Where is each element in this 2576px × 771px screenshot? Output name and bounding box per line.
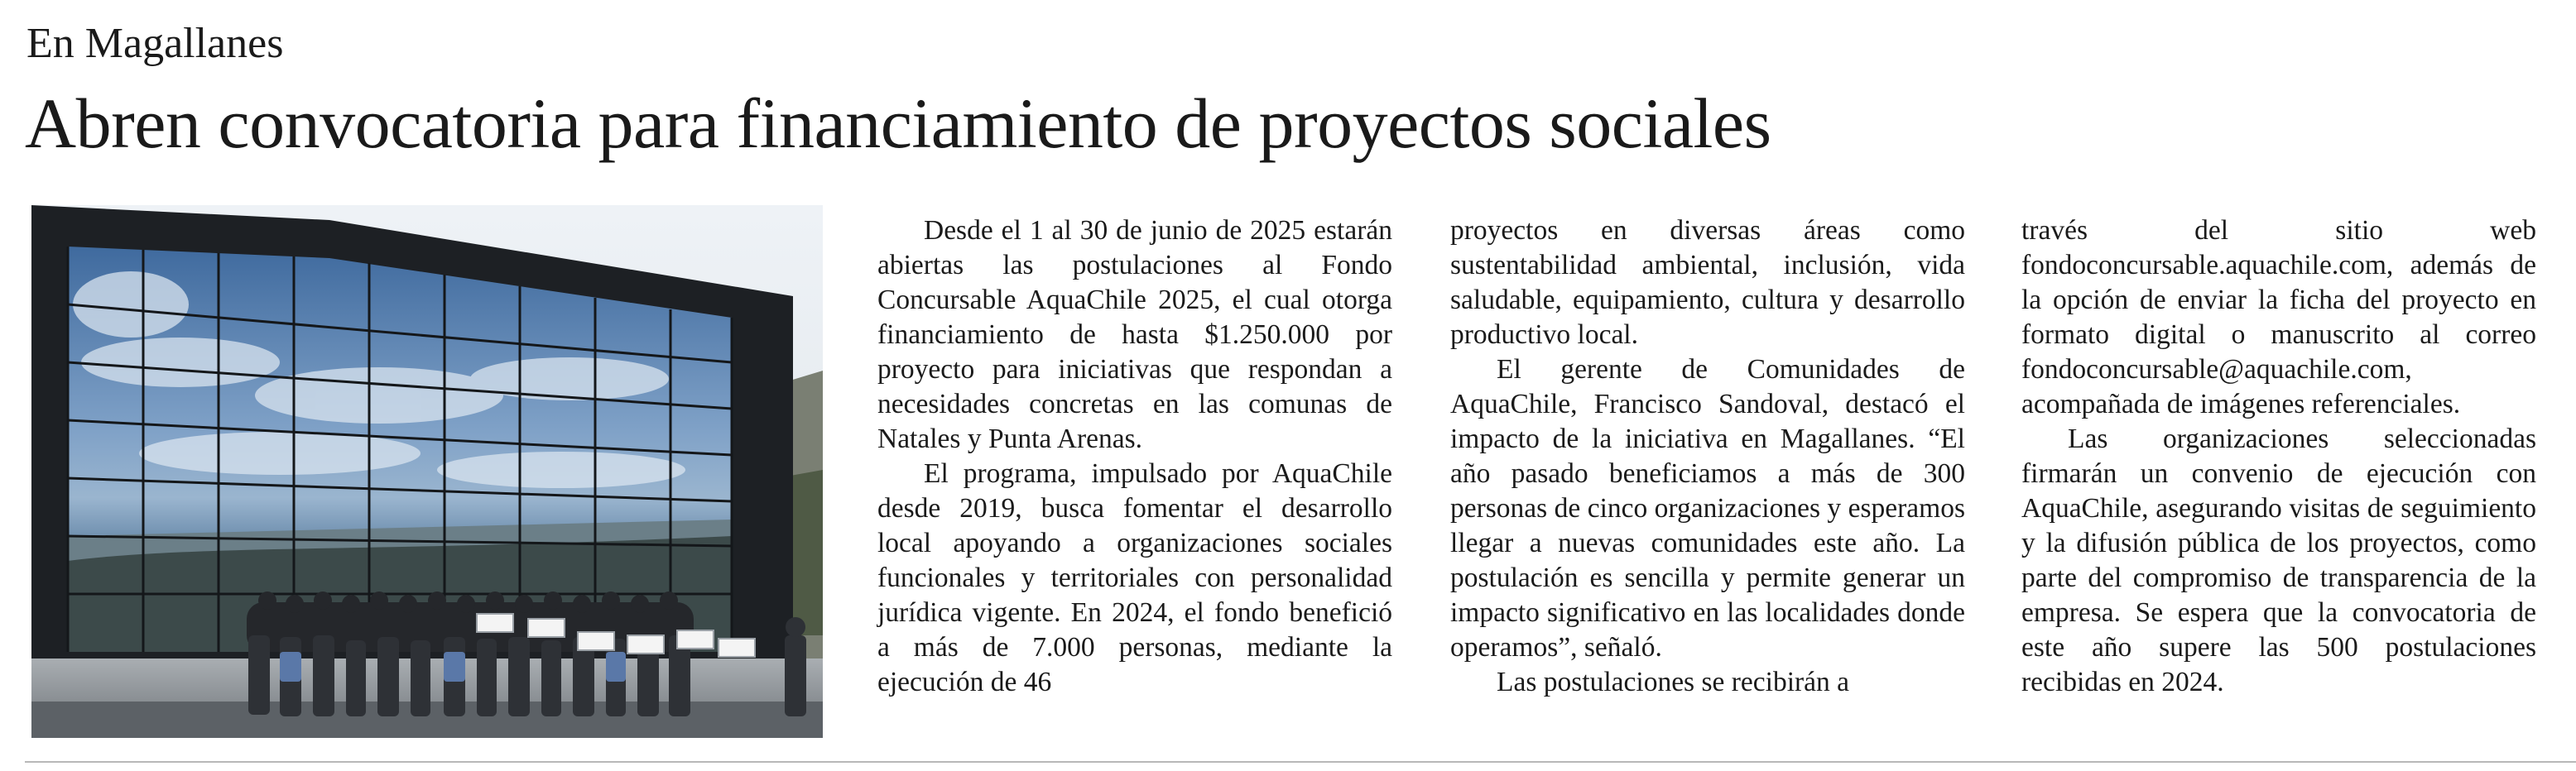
bottom-divider [25, 761, 2576, 763]
body-column-1 [877, 213, 1392, 700]
paragraph: Las organizaciones seleccionadas firmarán un convenio de ejecución con AquaChile, asegurando visitas de seguimiento y la difusión pública de los proyectos, como parte del compromiso de transparencia de la empresa. Se espera que la convocatoria de este año supere las 500 postulaciones recibidas en 2024. [2021, 424, 2536, 697]
paragraph: Desde el 1 al 30 de junio de 2025 estarán abiertas las postulaciones al Fondo Concursable AquaChile 2025, el cual otorga financiamiento de hasta $1.250.000 por proyecto para iniciativas que respondan a necesidades concretas en las comunas de Natales y Punta Arenas. [877, 215, 1392, 454]
paragraph: El programa, impulsado por AquaChile desde 2019, busca fomentar el desarrollo local apoyando a organizaciones sociales funcionales y territoriales con personalidad jurídica vigente. En 2024, el fondo benefició a más de 7.000 personas, mediante la ejecución de 46 [877, 458, 1392, 697]
section-kicker: En Magallanes [26, 20, 284, 67]
paragraph: proyectos en diversas áreas como sustentabilidad ambiental, inclusión, vida saludable, equipamiento, cultura y desarrollo productivo local. [1450, 215, 1965, 350]
paragraph: El gerente de Comunidades de AquaChile, Francisco Sandoval, destacó el impacto de la iniciativa en Magallanes. “El año pasado beneficiamos a más de 300 personas de cinco organizaciones y esperamos llegar a nuevas comunidades este año. La postulación es sencilla y permite generar un impacto significativo en las localidades donde operamos”, señaló. [1450, 354, 1965, 663]
article-headline: Abren convocatoria para financiamiento de proyectos sociales [25, 84, 1771, 163]
body-column-2 [1450, 213, 1965, 700]
paragraph: Las postulaciones se recibirán a [1497, 667, 1850, 697]
paragraph: través del sitio web fondoconcursable.aquachile.com, además de la opción de enviar la ficha del proyecto en formato digital o manuscrito al correo fondoconcursable@aquachile.com, acompañada de imágenes referenciales. [2021, 215, 2536, 419]
photo-group-in-front-of-glass-building-icon [31, 205, 823, 738]
article-photo [31, 205, 823, 738]
body-column-3 [2021, 213, 2536, 700]
